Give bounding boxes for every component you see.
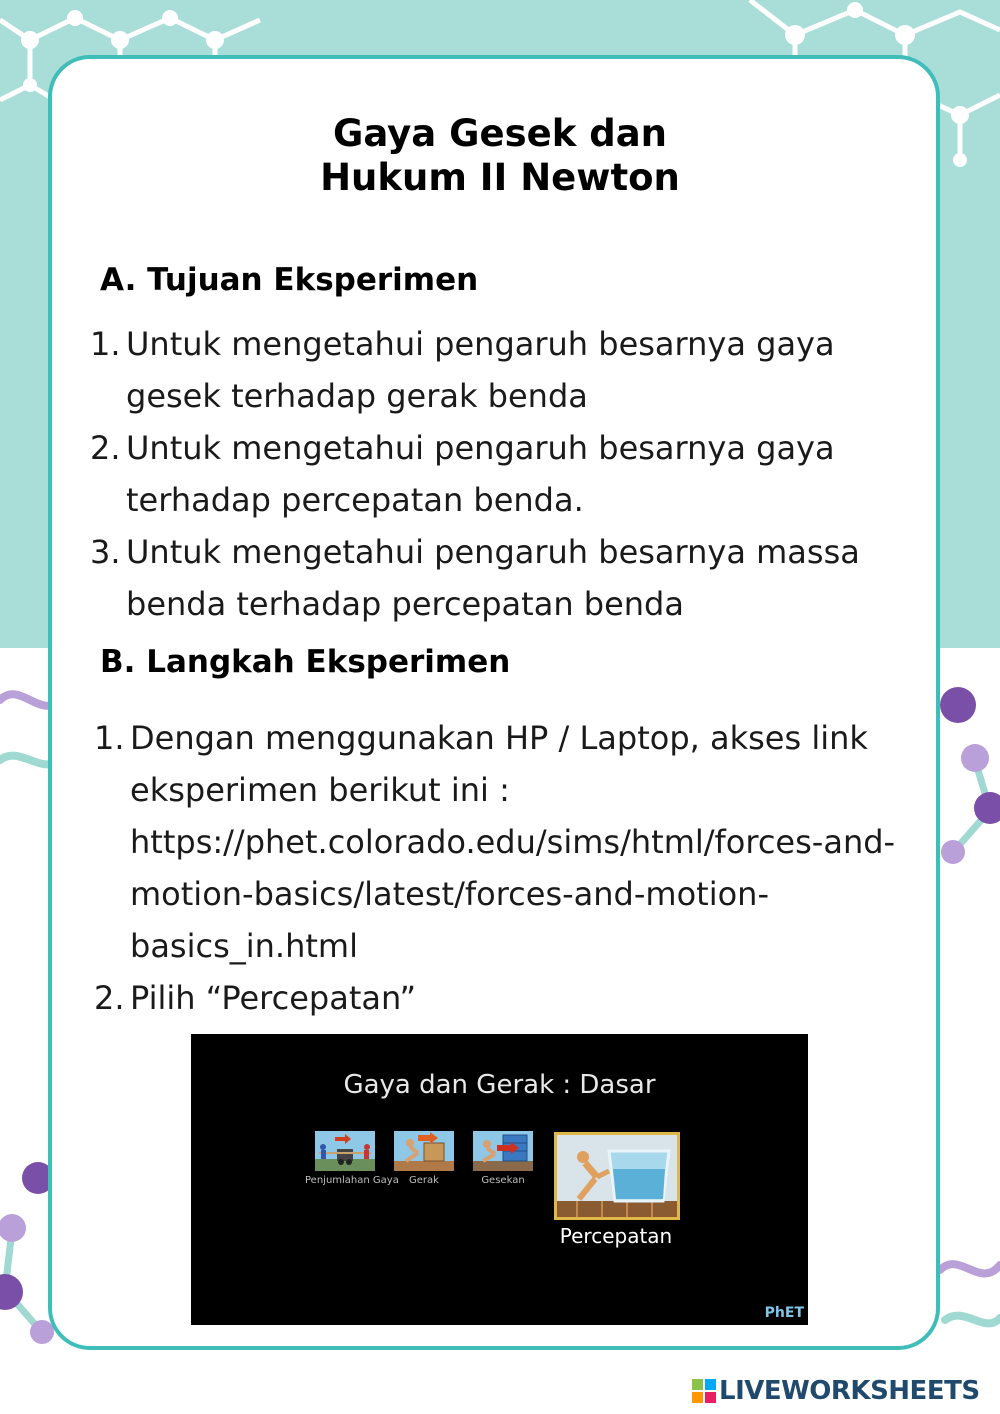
item-number: 3. [90, 533, 121, 571]
section-b-heading: B. Langkah Eksperimen [100, 644, 511, 680]
item-number: 2. [90, 429, 121, 467]
liveworksheets-logo-icon [692, 1379, 716, 1403]
item-text: Untuk mengetahui pengaruh besarnya massa benda terhadap percepatan benda [126, 533, 860, 623]
push-crate-icon[interactable] [394, 1131, 454, 1171]
phet-logo: PhET [764, 1305, 804, 1321]
title-line-1: Gaya Gesek dan [332, 112, 668, 155]
item-text[interactable]: Dengan menggunakan HP / Laptop, akses link eksperimen berikut ini : https://phet.colorado.edu/sims/html/forces-and-motion-basics/latest/forces-and-motion-basics_in.html [130, 719, 896, 965]
friction-icon[interactable] [473, 1131, 533, 1171]
objectives-list [90, 318, 920, 630]
title-line-2: Hukum II Newton [320, 156, 680, 199]
item-number: 1. [90, 325, 121, 363]
list-item [90, 318, 920, 422]
list-item [94, 712, 924, 972]
screen-label-4: Percepatan [559, 1224, 673, 1248]
list-item [94, 972, 924, 1024]
item-number: 2. [94, 979, 125, 1017]
acceleration-icon[interactable] [554, 1132, 680, 1220]
screen-label-3: Gesekan [481, 1175, 525, 1186]
screen-label-2: Gerak [409, 1175, 439, 1186]
simulation-title: Gaya dan Gerak : Dasar [343, 1070, 656, 1100]
list-item [90, 526, 920, 630]
list-item [90, 422, 920, 526]
screen-label-1: Penjumlahan Gaya [305, 1175, 399, 1186]
item-text: Untuk mengetahui pengaruh besarnya gaya gesek terhadap gerak benda [126, 325, 835, 415]
simulation-screenshot [191, 1034, 808, 1325]
tug-of-war-icon[interactable] [315, 1131, 375, 1171]
item-text: Pilih “Percepatan” [130, 979, 417, 1017]
page-title [0, 112, 1000, 200]
section-a-heading: A. Tujuan Eksperimen [100, 262, 479, 298]
liveworksheets-footer [692, 1374, 980, 1408]
item-number: 1. [94, 719, 125, 757]
footer-brand: LIVEWORKSHEETS [719, 1376, 980, 1406]
item-text: Untuk mengetahui pengaruh besarnya gaya terhadap percepatan benda. [126, 429, 835, 519]
steps-list [94, 712, 924, 1024]
